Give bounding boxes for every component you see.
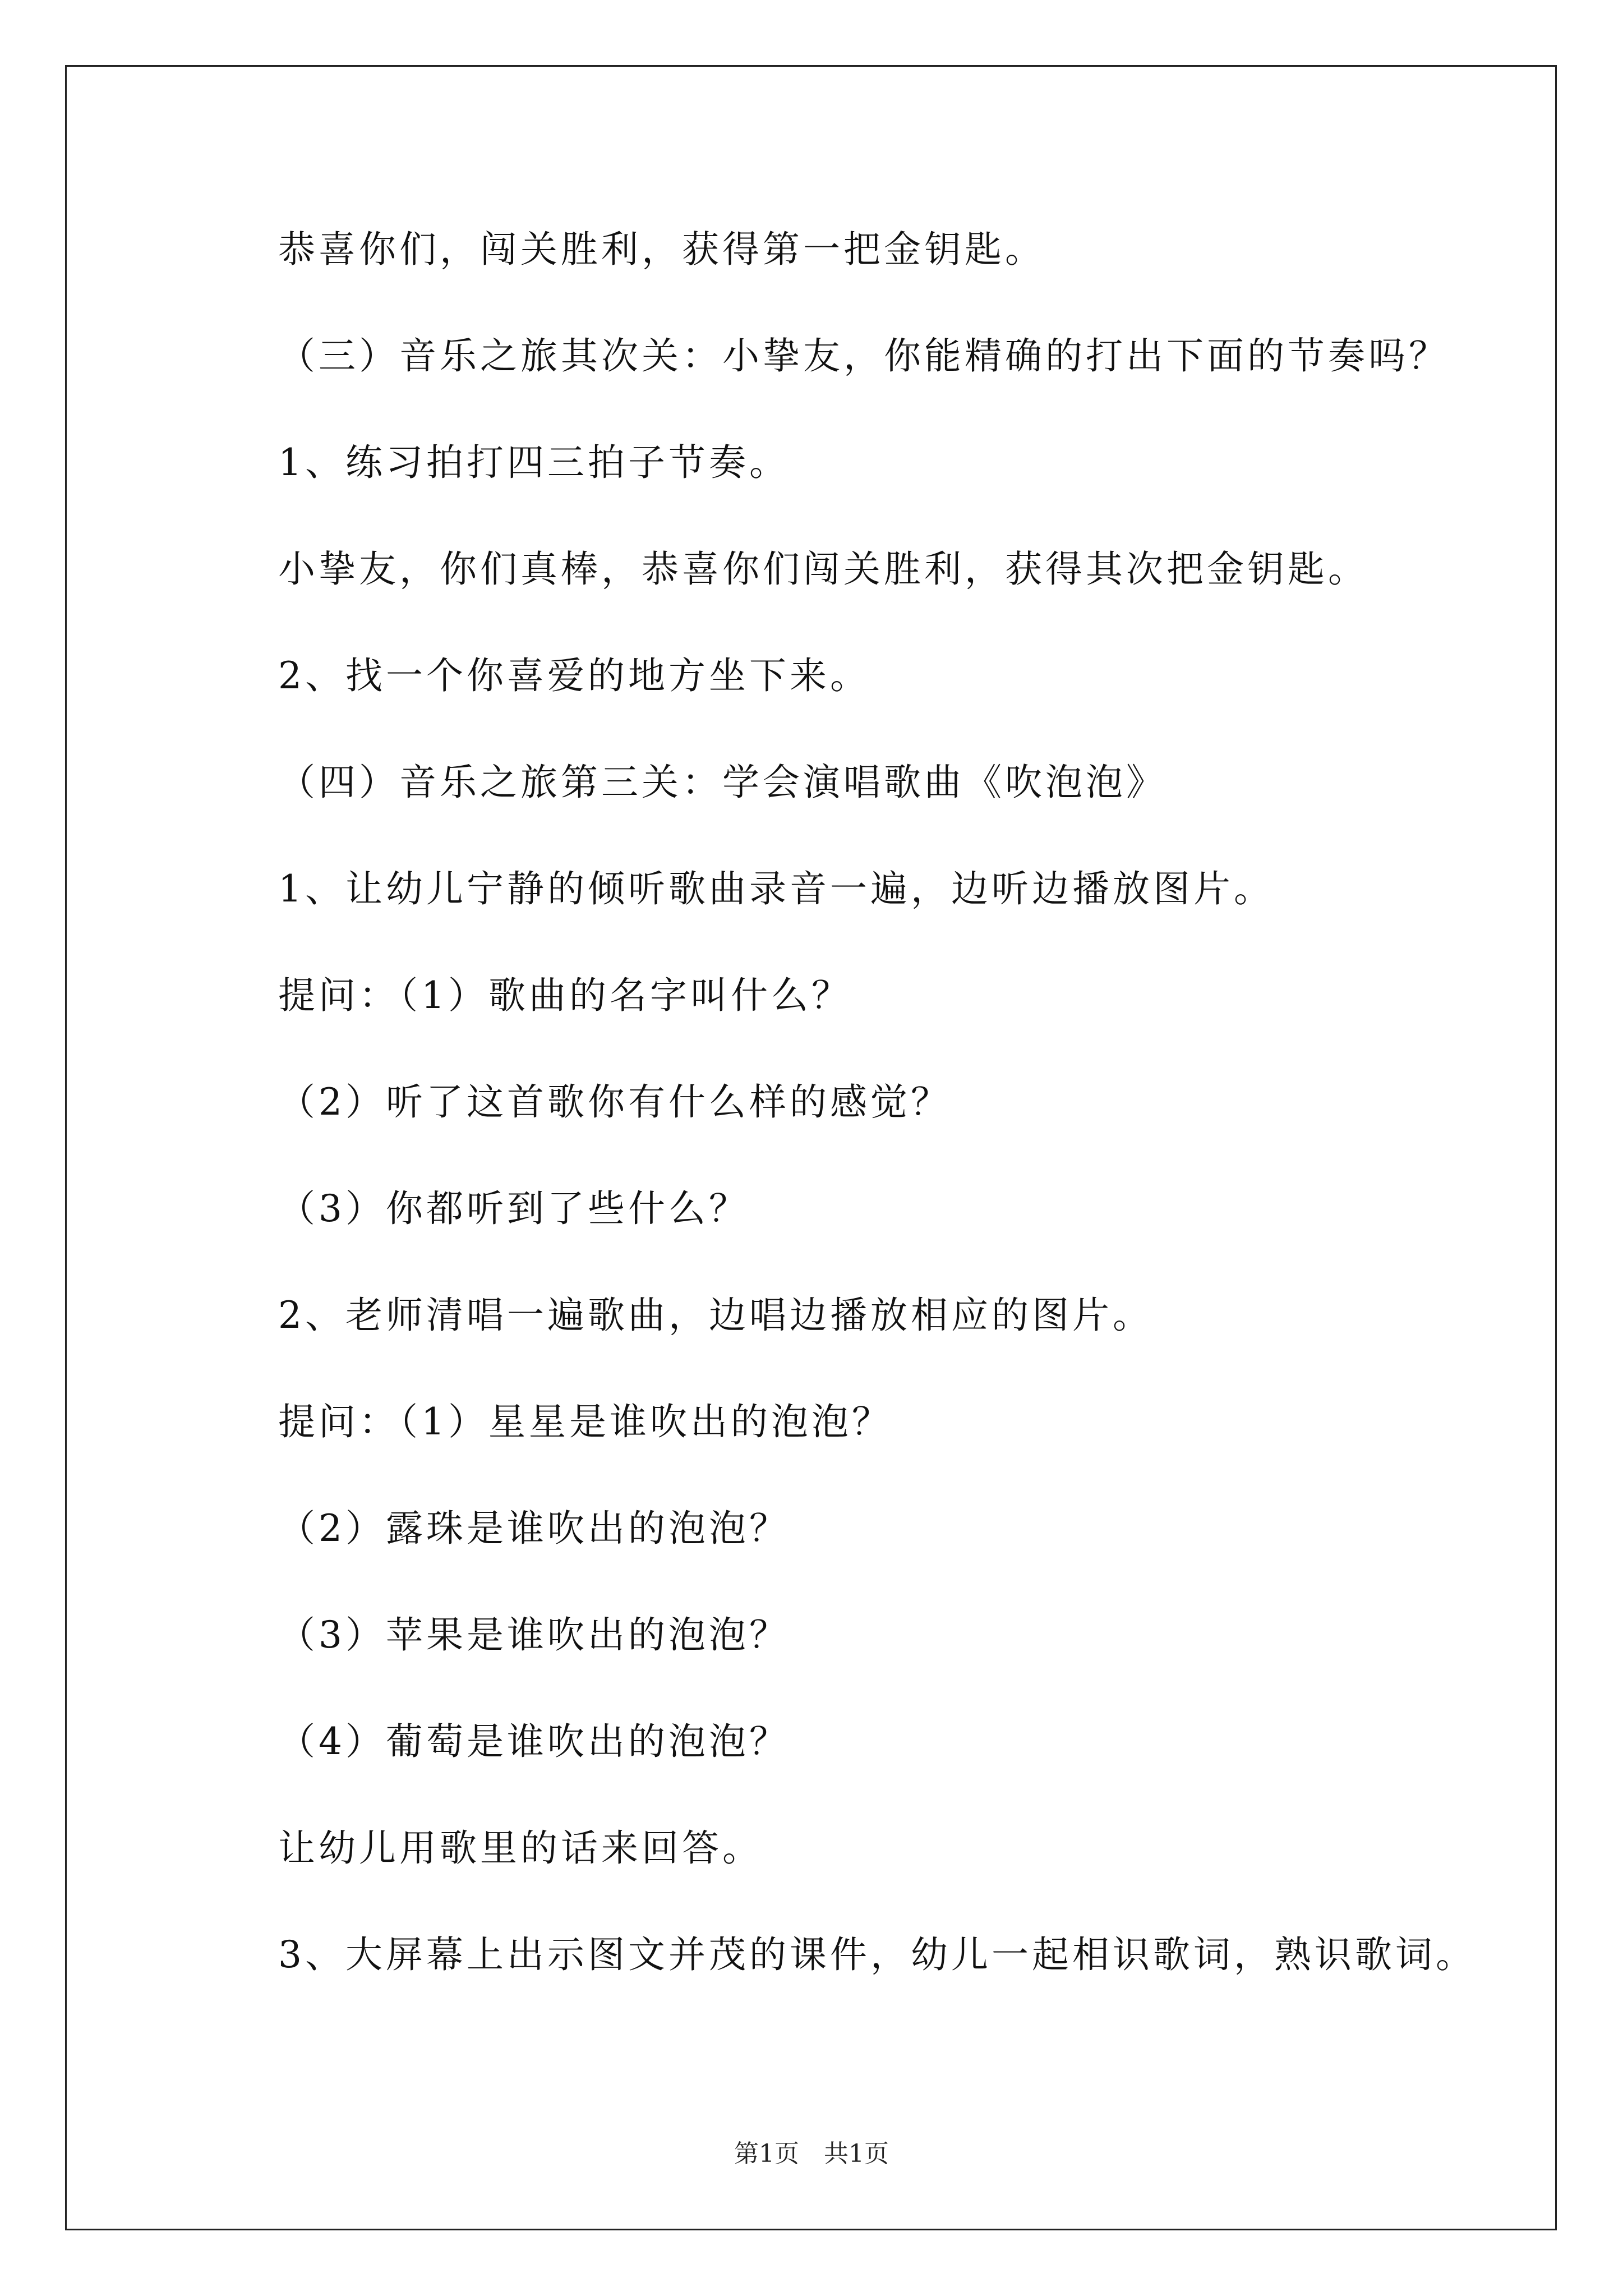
page-footer: 第1页 共1页 [734, 2139, 889, 2168]
body-line-5: 2、找一个你喜爱的地方坐下来。 [278, 654, 870, 697]
body-line-15: （4）葡萄是谁吹出的泡泡？ [278, 1720, 790, 1763]
body-line-14: （3）苹果是谁吹出的泡泡？ [278, 1613, 790, 1657]
body-line-13: （2）露珠是谁吹出的泡泡？ [278, 1507, 790, 1550]
body-line-6: （四）音乐之旅第三关：学会演唱歌曲《吹泡泡》 [278, 761, 1166, 804]
body-line-8: 提问：（1）歌曲的名字叫什么？ [278, 974, 852, 1017]
body-line-3: 1、练习拍打四三拍子节奏。 [278, 441, 790, 484]
body-line-11: 2、老师清唱一遍歌曲，边唱边播放相应的图片。 [278, 1294, 1153, 1337]
body-line-7: 1、让幼儿宁静的倾听歌曲录音一遍，边听边播放图片。 [278, 867, 1274, 910]
body-line-12: 提问：（1）星星是谁吹出的泡泡？ [278, 1400, 892, 1443]
body-line-2: （三）音乐之旅其次关：小挚友，你能精确的打出下面的节奏吗？ [278, 334, 1449, 378]
body-line-17: 3、大屏幕上出示图文并茂的课件，幼儿一起相识歌词，熟识歌词。 [278, 1933, 1476, 1976]
page-border [65, 65, 1557, 2230]
body-line-10: （3）你都听到了些什么？ [278, 1187, 749, 1230]
body-line-1: 恭喜你们，闯关胜利，获得第一把金钥匙。 [278, 228, 1045, 271]
body-line-9: （2）听了这首歌你有什么样的感觉？ [278, 1080, 951, 1124]
body-line-16: 让幼儿用歌里的话来回答。 [278, 1826, 763, 1870]
body-line-4: 小挚友，你们真棒，恭喜你们闯关胜利，获得其次把金钥匙。 [278, 547, 1368, 591]
